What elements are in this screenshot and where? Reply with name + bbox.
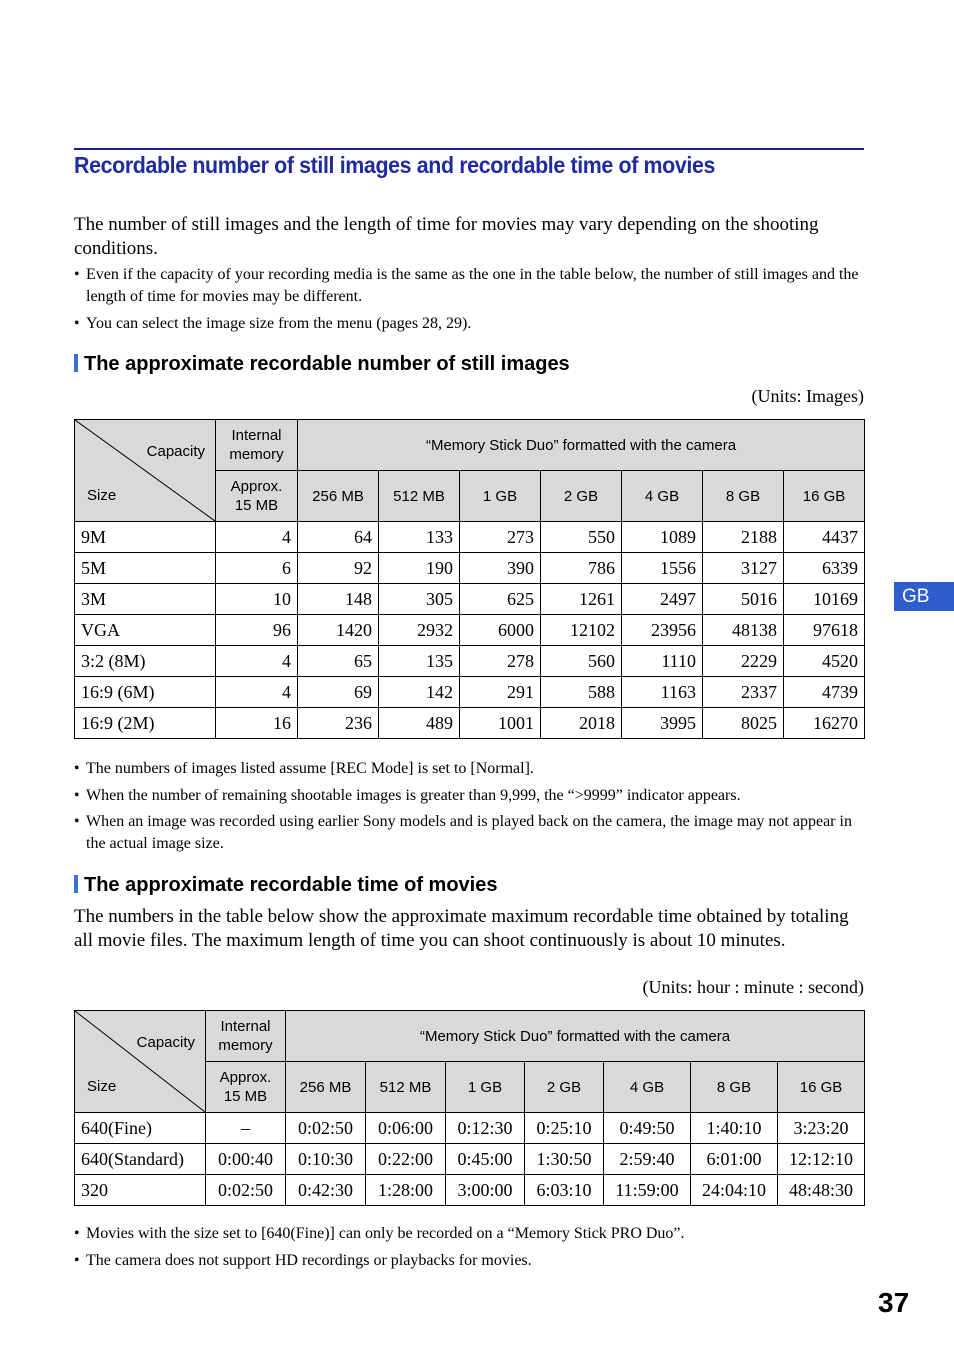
top-bullet-1: • Even if the capacity of your recording media is the same as the one in the table below, the number of still images and the length of time for movies may be different. (74, 264, 864, 308)
movie-intro: The numbers in the table below show the approximate maximum recordable time obtained by totaling all movie files. The maximum length of time you can shoot continuously is about 10 minutes. (74, 906, 849, 951)
table-row (75, 584, 865, 615)
table-cell: 16 (216, 708, 298, 739)
row-label: 640(Fine) (75, 1113, 206, 1144)
language-tab: GB (894, 582, 954, 611)
top-bullet-2: • You can select the image size from the menu (pages 28, 29). (74, 313, 864, 335)
row-label: 16:9 (6M) (75, 677, 216, 708)
cap-header: 2 GB (525, 1062, 604, 1113)
table-cell: 1556 (622, 553, 703, 584)
row-label: 5M (75, 553, 216, 584)
table-cell: 142 (379, 677, 460, 708)
row-label: 320 (75, 1175, 206, 1206)
table-cell: 489 (379, 708, 460, 739)
table-cell: 133 (379, 522, 460, 553)
table-cell: 1001 (460, 708, 541, 739)
still-note-1: • The numbers of images listed assume [REC Mode] is set to [Normal]. (74, 758, 864, 780)
table-cell: 12102 (541, 615, 622, 646)
row-label: 9M (75, 522, 216, 553)
row-label: VGA (75, 615, 216, 646)
table-row (75, 708, 865, 739)
diagonal-line (75, 1011, 205, 1112)
table-cell: 96 (216, 615, 298, 646)
cap-header: 4 GB (622, 471, 703, 522)
still-corner-header (75, 420, 216, 522)
cap-header: 8 GB (691, 1062, 778, 1113)
cap-header: 256 MB (286, 1062, 366, 1113)
table-cell: 48138 (703, 615, 784, 646)
cap-header: 1 GB (460, 471, 541, 522)
table-cell: 550 (541, 522, 622, 553)
still-heading-text: The approximate recordable number of still images (84, 353, 570, 375)
table-row (75, 677, 865, 708)
page-title: Recordable number of still images and recordable time of movies (74, 152, 716, 178)
table-cell: 2337 (703, 677, 784, 708)
table-cell: 3:00:00 (446, 1175, 525, 1206)
table-cell: 0:45:00 (446, 1144, 525, 1175)
table-row (75, 646, 865, 677)
still-note-2: • When the number of remaining shootable images is greater than 9,999, the “>9999” indicator appears. (74, 785, 864, 807)
still-note-3: • When an image was recorded using earlier Sony models and is played back on the camera, the image may not appear in the actual image size. (74, 811, 864, 855)
approx-header: Approx. 15 MB (206, 1062, 286, 1113)
table-row (75, 1144, 865, 1175)
table-cell: 291 (460, 677, 541, 708)
table-cell: 390 (460, 553, 541, 584)
movie-note-2: • The camera does not support HD recordings or playbacks for movies. (74, 1250, 864, 1272)
page-number: 37 (878, 1287, 910, 1318)
table-cell: 4 (216, 646, 298, 677)
table-cell: 11:59:00 (604, 1175, 691, 1206)
table-cell: 92 (298, 553, 379, 584)
table-cell: 2497 (622, 584, 703, 615)
table-cell: 588 (541, 677, 622, 708)
table-cell: 69 (298, 677, 379, 708)
table-cell: 1110 (622, 646, 703, 677)
table-cell: 305 (379, 584, 460, 615)
table-cell: 560 (541, 646, 622, 677)
table-cell: 64 (298, 522, 379, 553)
size-label: Size (87, 1078, 117, 1095)
cap-header: 512 MB (366, 1062, 446, 1113)
table-cell: 0:22:00 (366, 1144, 446, 1175)
table-cell: 12:12:10 (778, 1144, 865, 1175)
table-cell: 625 (460, 584, 541, 615)
table-cell: 3995 (622, 708, 703, 739)
internal-memory-header: Internal memory (216, 420, 298, 471)
table-cell: 6000 (460, 615, 541, 646)
table-row (75, 1113, 865, 1144)
capacity-label: Capacity (136, 1034, 195, 1051)
table-cell: 236 (298, 708, 379, 739)
table-cell: 3:23:20 (778, 1113, 865, 1144)
table-cell: 4437 (784, 522, 865, 553)
table-cell: 16270 (784, 708, 865, 739)
table-cell: 0:06:00 (366, 1113, 446, 1144)
heading-marker (74, 875, 78, 893)
table-cell: 4 (216, 522, 298, 553)
table-cell: 1420 (298, 615, 379, 646)
table-cell: 2932 (379, 615, 460, 646)
cap-header: 256 MB (298, 471, 379, 522)
table-cell: 65 (298, 646, 379, 677)
movie-units: (Units: hour : minute : second) (642, 977, 864, 997)
table-cell: 8025 (703, 708, 784, 739)
msd-header: “Memory Stick Duo” formatted with the camera (298, 420, 865, 471)
table-cell: 5016 (703, 584, 784, 615)
capacity-label: Capacity (146, 443, 205, 460)
table-cell: 0:49:50 (604, 1113, 691, 1144)
table-cell: 278 (460, 646, 541, 677)
movie-time-table (74, 1010, 865, 1206)
table-cell: 6:03:10 (525, 1175, 604, 1206)
still-table-body (75, 522, 865, 739)
table-cell: 6 (216, 553, 298, 584)
cap-header: 2 GB (541, 471, 622, 522)
movie-table-body (75, 1113, 865, 1206)
cap-header: 1 GB (446, 1062, 525, 1113)
heading-marker (74, 354, 78, 372)
row-label: 16:9 (2M) (75, 708, 216, 739)
table-cell: 6339 (784, 553, 865, 584)
table-cell: 2018 (541, 708, 622, 739)
table-cell: 135 (379, 646, 460, 677)
cap-header: 4 GB (604, 1062, 691, 1113)
table-cell: 10 (216, 584, 298, 615)
intro-paragraph: The number of still images and the length of time for movies may vary depending on the shooting conditions. (74, 214, 819, 259)
size-label: Size (87, 487, 117, 504)
table-row (75, 553, 865, 584)
table-cell: 1163 (622, 677, 703, 708)
table-cell: 3127 (703, 553, 784, 584)
table-cell: 1089 (622, 522, 703, 553)
table-cell: 23956 (622, 615, 703, 646)
table-cell: 1261 (541, 584, 622, 615)
table-cell: 2188 (703, 522, 784, 553)
table-cell: 4520 (784, 646, 865, 677)
table-cell: 273 (460, 522, 541, 553)
movie-heading (74, 874, 497, 897)
movie-heading-text: The approximate recordable time of movies (84, 874, 498, 896)
table-cell: 148 (298, 584, 379, 615)
diagonal-line (75, 420, 215, 521)
still-units: (Units: Images) (751, 386, 864, 406)
approx-header: Approx. 15 MB (216, 471, 298, 522)
table-cell: 24:04:10 (691, 1175, 778, 1206)
cap-header: 16 GB (784, 471, 865, 522)
table-cell: 786 (541, 553, 622, 584)
table-cell: 0:42:30 (286, 1175, 366, 1206)
cap-header: 16 GB (778, 1062, 865, 1113)
table-cell: 6:01:00 (691, 1144, 778, 1175)
table-cell: 97618 (784, 615, 865, 646)
table-cell: 0:00:40 (206, 1144, 286, 1175)
title-rule (74, 148, 864, 150)
table-cell: 0:02:50 (286, 1113, 366, 1144)
table-cell: 2229 (703, 646, 784, 677)
row-label: 3M (75, 584, 216, 615)
table-cell: 190 (379, 553, 460, 584)
msd-header: “Memory Stick Duo” formatted with the camera (286, 1011, 865, 1062)
table-cell: 4 (216, 677, 298, 708)
table-cell: 1:30:50 (525, 1144, 604, 1175)
table-cell: 4739 (784, 677, 865, 708)
table-cell: 48:48:30 (778, 1175, 865, 1206)
still-heading (74, 353, 570, 376)
table-row (75, 522, 865, 553)
still-images-table (74, 419, 865, 739)
table-cell: 0:12:30 (446, 1113, 525, 1144)
row-label: 3:2 (8M) (75, 646, 216, 677)
cap-header: 512 MB (379, 471, 460, 522)
table-cell: 1:28:00 (366, 1175, 446, 1206)
table-cell: 2:59:40 (604, 1144, 691, 1175)
movie-corner-header (75, 1011, 206, 1113)
table-row (75, 615, 865, 646)
row-label: 640(Standard) (75, 1144, 206, 1175)
cap-header: 8 GB (703, 471, 784, 522)
table-cell: 0:02:50 (206, 1175, 286, 1206)
table-cell: 0:10:30 (286, 1144, 366, 1175)
table-cell: 0:25:10 (525, 1113, 604, 1144)
table-row (75, 1175, 865, 1206)
table-cell: 1:40:10 (691, 1113, 778, 1144)
internal-memory-header: Internal memory (206, 1011, 286, 1062)
movie-note-1: • Movies with the size set to [640(Fine)] can only be recorded on a “Memory Stick PRO Duo”. (74, 1223, 864, 1245)
table-cell: – (206, 1113, 286, 1144)
table-cell: 10169 (784, 584, 865, 615)
